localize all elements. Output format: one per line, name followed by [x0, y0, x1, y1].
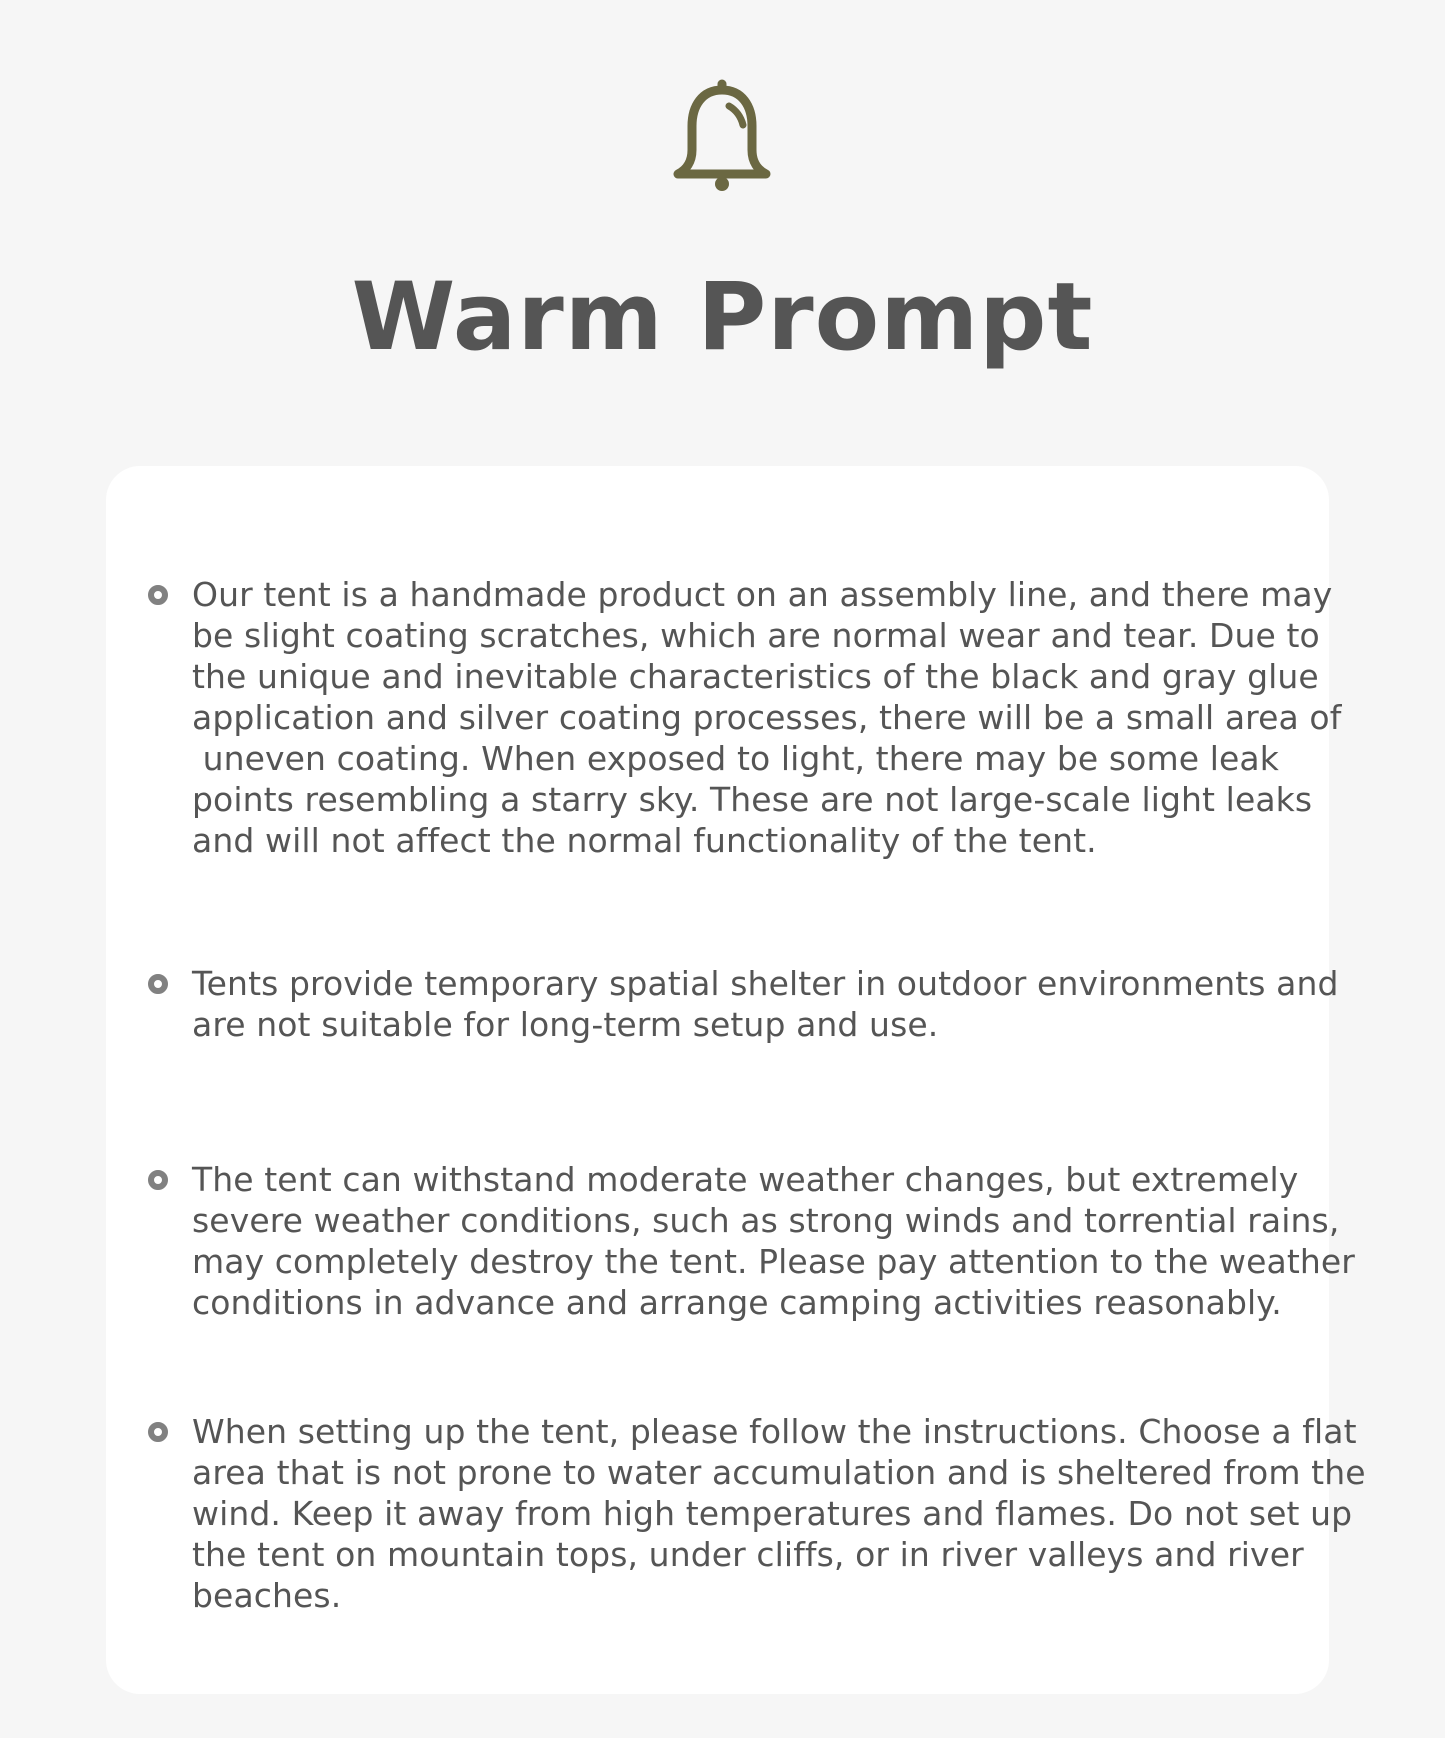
bullet-ring-icon — [148, 974, 168, 994]
bullet-ring-icon — [148, 1422, 168, 1442]
notice-text: When setting up the tent, please follow the instructions. Choose a flat area that is not prone to water accumulation and is sheltered from the wind. Keep it away from high temperatures and flames. Do not set up the tent on mountain tops, under cliffs, or in river valleys and river beaches. — [192, 1412, 1366, 1615]
notice-text: Our tent is a handmade product on an assembly line, and there may be slight coating scratches, which are normal wear and tear. Due to the unique and inevitable characteristics of the black and gray glue application and silver coating processes, there will be a small area of uneven coating. When exposed to light, there may be some leak points resembling a starry sky. These are not large-scale light leaks and will not affect the normal functionality of the tent. — [192, 575, 1342, 860]
page-title: Warm Prompt — [351, 263, 1094, 372]
bullet-ring-icon — [148, 585, 168, 605]
notice-card — [106, 466, 1366, 1694]
notice-text: Tents provide temporary spatial shelter in outdoor environments and are not suitable for long-term setup and use. — [192, 964, 1339, 1044]
bullet-ring-icon — [148, 1170, 168, 1190]
notice-text: The tent can withstand moderate weather changes, but extremely severe weather conditions, such as strong winds and torrential rains, may completely destroy the tent. Please pay attention to the weather conditions in advance and arrange camping activities reasonably. — [192, 1160, 1355, 1322]
bell-icon — [672, 78, 772, 193]
